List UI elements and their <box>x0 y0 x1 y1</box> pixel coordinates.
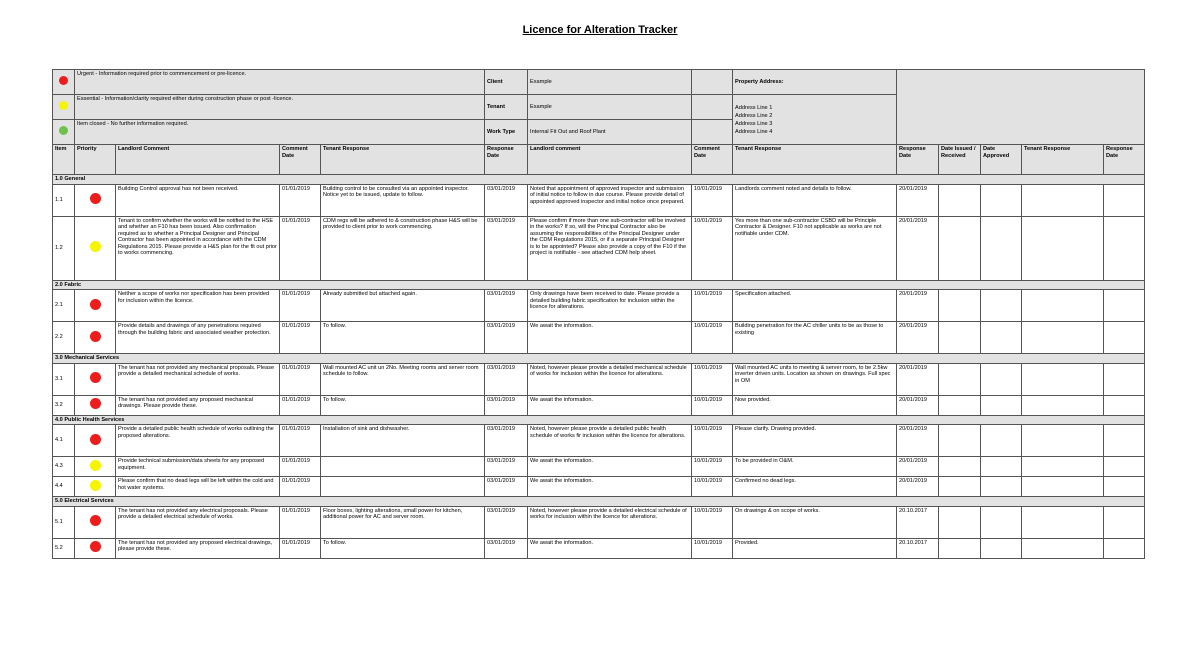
header-response-date-3: Response Date <box>1104 145 1145 175</box>
worktype-label: Work Type <box>485 120 528 145</box>
header-landlord-comment: Landlord Comment <box>116 145 280 175</box>
header-comment-date: Comment Date <box>280 145 321 175</box>
tenant-response-2-cell: Wall mounted AC units to meeting & server room, to be 2.5kw inverter driven units. Location as shown on drawings. Full spec in OM <box>733 363 897 395</box>
priority-cell <box>75 216 116 280</box>
tenant-response-3-cell <box>1022 538 1104 558</box>
tenant-response-3-cell <box>1022 395 1104 415</box>
header-response-date: Response Date <box>485 145 528 175</box>
response-date-2-cell: 20/01/2019 <box>897 425 939 457</box>
header-tenant-response: Tenant Response <box>321 145 485 175</box>
yellow-priority-dot-icon <box>90 460 101 471</box>
tenant-response-3-cell <box>1022 363 1104 395</box>
header-tenant-response-2: Tenant Response <box>733 145 897 175</box>
date-issued-cell <box>939 395 981 415</box>
red-priority-dot-icon <box>90 299 101 310</box>
red-priority-dot-icon <box>90 331 101 342</box>
tenant-response-3-cell <box>1022 216 1104 280</box>
landlord-comment-2-cell: We await the information. <box>528 457 692 477</box>
priority-cell <box>75 184 116 216</box>
legend-dot-cell <box>53 70 75 95</box>
header-tenant-response-3: Tenant Response <box>1022 145 1104 175</box>
landlord-comment-cell: Tenant to confirm whether the works will be notified to the HSE and whether an F10 has been issued. Also confirmation required as to whether a Principal Designer and Principal Contractor has been appointed in accordance with the CDM Regulations 2015. Please provide a H&S plan for the fit out prior to works commencing. <box>116 216 280 280</box>
date-issued-cell <box>939 184 981 216</box>
comment-date-2-cell: 10/01/2019 <box>692 322 733 354</box>
date-issued-cell <box>939 538 981 558</box>
date-approved-cell <box>981 363 1022 395</box>
red-priority-dot-icon <box>90 193 101 204</box>
response-date-2-cell: 20/01/2019 <box>897 290 939 322</box>
response-date-cell: 03/01/2019 <box>485 363 528 395</box>
tenant-response-2-cell: Specification attached. <box>733 290 897 322</box>
tenant-response-cell: To follow. <box>321 322 485 354</box>
response-date-3-cell <box>1104 538 1145 558</box>
date-issued-cell <box>939 363 981 395</box>
comment-date-2-cell: 10/01/2019 <box>692 216 733 280</box>
address-line-4: Address Line 4 <box>735 128 773 135</box>
tenant-response-3-cell <box>1022 477 1104 497</box>
section-title: 1.0 General <box>53 175 1145 185</box>
item-cell: 5.1 <box>53 506 75 538</box>
response-date-3-cell <box>1104 184 1145 216</box>
response-date-2-cell: 20/01/2019 <box>897 216 939 280</box>
landlord-comment-2-cell: Noted, however please provide a detailed public health schedule of works fir inclusion within the licence for alterations. <box>528 425 692 457</box>
header-item: Item <box>53 145 75 175</box>
tenant-response-cell: Building control to be consulted via an appointed inspector. Notice yet to be issued, update to follow. <box>321 184 485 216</box>
red-priority-dot-icon <box>90 398 101 409</box>
landlord-comment-cell: Provide technical submission/data sheets for any proposed equipment. <box>116 457 280 477</box>
response-date-2-cell: 20/01/2019 <box>897 322 939 354</box>
blank-cell <box>692 120 733 145</box>
landlord-comment-2-cell: We await the information. <box>528 477 692 497</box>
response-date-cell: 03/01/2019 <box>485 477 528 497</box>
tenant-response-cell: To follow. <box>321 395 485 415</box>
response-date-cell: 03/01/2019 <box>485 506 528 538</box>
yellow-priority-dot-icon <box>90 480 101 491</box>
response-date-3-cell <box>1104 457 1145 477</box>
yellow-priority-dot-icon <box>59 101 68 110</box>
landlord-comment-2-cell: Noted, however please provide a detailed mechanical schedule of works for inclusion within the licence for alterations. <box>528 363 692 395</box>
comment-date-2-cell: 10/01/2019 <box>692 477 733 497</box>
tenant-response-3-cell <box>1022 457 1104 477</box>
response-date-cell: 03/01/2019 <box>485 216 528 280</box>
tenant-response-2-cell: Now provided. <box>733 395 897 415</box>
item-cell: 3.1 <box>53 363 75 395</box>
landlord-comment-cell: Provide details and drawings of any penetrations required through the building fabric and associated weather protection. <box>116 322 280 354</box>
tenant-response-2-cell: Yes more than one sub-contractor CSBD will be Principle Contractor & Designer. F10 not applicable as works are not notifiable under CDM. <box>733 216 897 280</box>
date-approved-cell <box>981 184 1022 216</box>
tenant-response-2-cell: Landlords comment noted and details to follow. <box>733 184 897 216</box>
tenant-response-2-cell: To be provided in O&M. <box>733 457 897 477</box>
response-date-3-cell <box>1104 395 1145 415</box>
landlord-comment-cell: Neither a scope of works nor specification has been provided for inclusion within the licence. <box>116 290 280 322</box>
item-cell: 4.3 <box>53 457 75 477</box>
item-cell: 2.2 <box>53 322 75 354</box>
legend-dot-cell <box>53 95 75 120</box>
header-priority: Priority <box>75 145 116 175</box>
comment-date-2-cell: 10/01/2019 <box>692 290 733 322</box>
header-date-issued: Date Issued / Received <box>939 145 981 175</box>
comment-date-cell: 01/01/2019 <box>280 290 321 322</box>
response-date-2-cell: 20/01/2019 <box>897 395 939 415</box>
landlord-comment-2-cell: Please confirm if more than one sub-contractor will be involved in the works? If so, will the Principal Contractor also be assuming the responsibilities of the Principal Designer under the CDM Regulations 2015, or if a separate Principal Designer is to be appointed? Please also provide a copy of the F10 if the project is notifiable - see attached CDM help sheet. <box>528 216 692 280</box>
table-row <box>53 506 1145 538</box>
priority-cell <box>75 322 116 354</box>
comment-date-2-cell: 10/01/2019 <box>692 506 733 538</box>
table-row <box>53 425 1145 457</box>
client-label: Client <box>485 70 528 95</box>
comment-date-cell: 01/01/2019 <box>280 477 321 497</box>
tenant-response-cell: Floor boxes, lighting alterations, small power for kitchen, additional power for AC and server room. <box>321 506 485 538</box>
date-issued-cell <box>939 290 981 322</box>
item-cell: 2.1 <box>53 290 75 322</box>
item-cell: 1.2 <box>53 216 75 280</box>
red-priority-dot-icon <box>59 76 68 85</box>
property-address-label: Property Address: <box>733 70 897 95</box>
comment-date-2-cell: 10/01/2019 <box>692 395 733 415</box>
section-header-row <box>53 354 1145 364</box>
date-issued-cell <box>939 216 981 280</box>
comment-date-2-cell: 10/01/2019 <box>692 425 733 457</box>
red-priority-dot-icon <box>90 541 101 552</box>
tenant-response-cell: To follow. <box>321 538 485 558</box>
date-approved-cell <box>981 538 1022 558</box>
tenant-response-cell <box>321 477 485 497</box>
green-priority-dot-icon <box>59 126 68 135</box>
response-date-cell: 03/01/2019 <box>485 184 528 216</box>
blank-info-area <box>897 70 1145 145</box>
tenant-response-cell: Installation of sink and dishwasher. <box>321 425 485 457</box>
comment-date-2-cell: 10/01/2019 <box>692 363 733 395</box>
tenant-response-2-cell: Provided. <box>733 538 897 558</box>
red-priority-dot-icon <box>90 515 101 526</box>
response-date-cell: 03/01/2019 <box>485 425 528 457</box>
table-row <box>53 290 1145 322</box>
comment-date-cell: 01/01/2019 <box>280 457 321 477</box>
legend-row-urgent <box>53 70 1145 95</box>
priority-cell <box>75 425 116 457</box>
comment-date-cell: 01/01/2019 <box>280 322 321 354</box>
blank-cell <box>692 95 733 120</box>
comment-date-cell: 01/01/2019 <box>280 184 321 216</box>
table-row <box>53 395 1145 415</box>
item-cell: 4.4 <box>53 477 75 497</box>
legend-dot-cell <box>53 120 75 145</box>
tenant-response-2-cell: Confirmed no dead legs. <box>733 477 897 497</box>
response-date-2-cell: 20/01/2019 <box>897 457 939 477</box>
landlord-comment-cell: The tenant has not provided any electrical proposals. Please provide a detailed electrical schedule of works. <box>116 506 280 538</box>
landlord-comment-2-cell: We await the information. <box>528 322 692 354</box>
yellow-priority-dot-icon <box>90 241 101 252</box>
blank-cell <box>692 70 733 95</box>
date-approved-cell <box>981 322 1022 354</box>
section-header-row <box>53 280 1145 290</box>
response-date-3-cell <box>1104 425 1145 457</box>
comment-date-2-cell: 10/01/2019 <box>692 184 733 216</box>
response-date-2-cell: 20/01/2019 <box>897 477 939 497</box>
response-date-cell: 03/01/2019 <box>485 290 528 322</box>
document-title: Licence for Alteration Tracker <box>522 24 678 36</box>
section-title: 4.0 Public Health Services <box>53 415 1145 425</box>
response-date-cell: 03/01/2019 <box>485 322 528 354</box>
response-date-2-cell: 20.10.2017 <box>897 538 939 558</box>
comment-date-cell: 01/01/2019 <box>280 363 321 395</box>
tenant-response-3-cell <box>1022 322 1104 354</box>
landlord-comment-cell: Provide a detailed public health schedule of works outlining the proposed alterations. <box>116 425 280 457</box>
response-date-3-cell <box>1104 322 1145 354</box>
table-row <box>53 457 1145 477</box>
response-date-3-cell <box>1104 477 1145 497</box>
table-row <box>53 477 1145 497</box>
tenant-response-2-cell: On drawings & on scope of works. <box>733 506 897 538</box>
tenant-response-3-cell <box>1022 506 1104 538</box>
section-title: 2.0 Fabric <box>53 280 1145 290</box>
header-date-approved: Date Approved <box>981 145 1022 175</box>
item-cell: 4.1 <box>53 425 75 457</box>
landlord-comment-2-cell: We await the information. <box>528 538 692 558</box>
item-cell: 5.2 <box>53 538 75 558</box>
address-line-3: Address Line 3 <box>735 120 773 127</box>
priority-cell <box>75 395 116 415</box>
date-approved-cell <box>981 457 1022 477</box>
item-cell: 1.1 <box>53 184 75 216</box>
table-row <box>53 322 1145 354</box>
date-approved-cell <box>981 477 1022 497</box>
section-title: 3.0 Mechanical Services <box>53 354 1145 364</box>
landlord-comment-2-cell: Only drawings have been received to date. Please provide a detailed building fabric specification for inclusion within the licence for alterations. <box>528 290 692 322</box>
address-line-2: Address Line 2 <box>735 112 773 119</box>
response-date-3-cell <box>1104 290 1145 322</box>
date-approved-cell <box>981 425 1022 457</box>
response-date-2-cell: 20.10.2017 <box>897 506 939 538</box>
header-landlord-comment-2: Landlord comment <box>528 145 692 175</box>
comment-date-cell: 01/01/2019 <box>280 216 321 280</box>
landlord-comment-2-cell: We await the information. <box>528 395 692 415</box>
response-date-3-cell <box>1104 363 1145 395</box>
table-row <box>53 538 1145 558</box>
column-header-row <box>53 145 1145 175</box>
section-header-row <box>53 497 1145 507</box>
item-cell: 3.2 <box>53 395 75 415</box>
date-approved-cell <box>981 506 1022 538</box>
client-value: Example <box>528 70 692 95</box>
priority-cell <box>75 506 116 538</box>
date-issued-cell <box>939 425 981 457</box>
landlord-comment-cell: Building Control approval has not been received. <box>116 184 280 216</box>
landlord-comment-cell: The tenant has not provided any mechanical proposals. Please provide a detailed mechanical schedule of works. <box>116 363 280 395</box>
property-address <box>733 95 897 145</box>
priority-cell <box>75 538 116 558</box>
section-title: 5.0 Electrical Services <box>53 497 1145 507</box>
date-approved-cell <box>981 395 1022 415</box>
tenant-response-2-cell: Please clarify. Drawing provided. <box>733 425 897 457</box>
comment-date-2-cell: 10/01/2019 <box>692 538 733 558</box>
response-date-2-cell: 20/01/2019 <box>897 184 939 216</box>
landlord-comment-2-cell: Noted, however please provide a detailed electrical schedule of works for inclusion within the licence for alterations. <box>528 506 692 538</box>
tenant-response-cell: CDM regs will be adhered to & construction phase H&S will be provided to client prior to work commencing. <box>321 216 485 280</box>
priority-cell <box>75 457 116 477</box>
response-date-cell: 03/01/2019 <box>485 538 528 558</box>
tenant-label: Tenant <box>485 95 528 120</box>
date-approved-cell <box>981 290 1022 322</box>
tenant-response-2-cell: Building penetration for the AC chiller units to be as those to existing <box>733 322 897 354</box>
comment-date-cell: 01/01/2019 <box>280 395 321 415</box>
header-response-date-2: Response Date <box>897 145 939 175</box>
legend-closed-text: Item closed - No further information required. <box>75 120 485 145</box>
priority-cell <box>75 290 116 322</box>
date-approved-cell <box>981 216 1022 280</box>
comment-date-cell: 01/01/2019 <box>280 425 321 457</box>
header-comment-date-2: Comment Date <box>692 145 733 175</box>
date-issued-cell <box>939 477 981 497</box>
landlord-comment-cell: Please confirm that no dead legs will be left within the cold and hot water systems. <box>116 477 280 497</box>
worktype-value: Internal Fit Out and Roof Plant <box>528 120 692 145</box>
comment-date-cell: 01/01/2019 <box>280 538 321 558</box>
date-issued-cell <box>939 506 981 538</box>
table-row <box>53 216 1145 280</box>
response-date-cell: 03/01/2019 <box>485 395 528 415</box>
section-header-row <box>53 415 1145 425</box>
response-date-3-cell <box>1104 216 1145 280</box>
tenant-response-3-cell <box>1022 425 1104 457</box>
red-priority-dot-icon <box>90 372 101 383</box>
tenant-response-cell <box>321 457 485 477</box>
tenant-response-3-cell <box>1022 184 1104 216</box>
date-issued-cell <box>939 322 981 354</box>
response-date-cell: 03/01/2019 <box>485 457 528 477</box>
landlord-comment-cell: The tenant has not provided any proposed mechanical drawings. Please provide these. <box>116 395 280 415</box>
red-priority-dot-icon <box>90 434 101 445</box>
section-header-row <box>53 175 1145 185</box>
tracker-table <box>52 69 1145 559</box>
priority-cell <box>75 477 116 497</box>
table-row <box>53 184 1145 216</box>
legend-essential-text: Essential - Information/clarity required either during construction phase or post -licence. <box>75 95 485 120</box>
tenant-response-cell: Wall mounted AC unit un 2No. Meeting rooms and server room schedule to follow. <box>321 363 485 395</box>
address-line-1: Address Line 1 <box>735 104 773 111</box>
priority-cell <box>75 363 116 395</box>
tenant-response-cell: Already submitted but attached again. <box>321 290 485 322</box>
response-date-3-cell <box>1104 506 1145 538</box>
response-date-2-cell: 20/01/2019 <box>897 363 939 395</box>
date-issued-cell <box>939 457 981 477</box>
tenant-response-3-cell <box>1022 290 1104 322</box>
table-row <box>53 363 1145 395</box>
legend-urgent-text: Urgent - Information required prior to commencement or pre-licence. <box>75 70 485 95</box>
comment-date-2-cell: 10/01/2019 <box>692 457 733 477</box>
landlord-comment-2-cell: Noted that appointment of approved inspector and submission of initial notice to follow in due course. Please provide detail of appointed approved inspector and initial notice once prepared. <box>528 184 692 216</box>
landlord-comment-cell: The tenant has not provided any proposed electrical drawings, please provide these. <box>116 538 280 558</box>
comment-date-cell: 01/01/2019 <box>280 506 321 538</box>
tenant-value: Example <box>528 95 692 120</box>
